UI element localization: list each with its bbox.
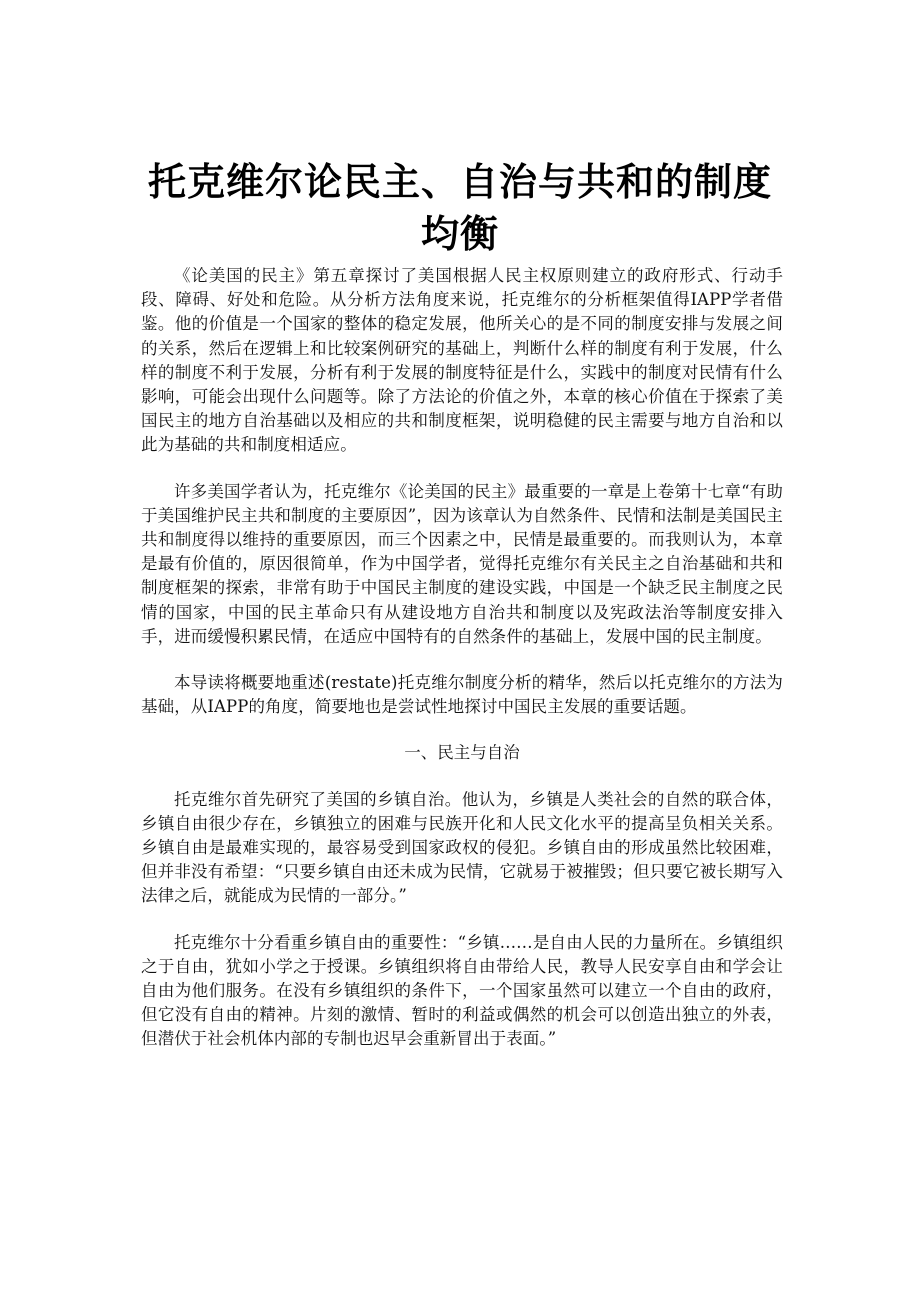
paragraph-1: 《论美国的民主》第五章探讨了美国根据人民主权原则建立的政府形式、行动手段、障碍、好处和危险。从分析方法角度来说，托克维尔的分析框架值得IAPP学者借鉴。他的价值是一个国家的整体的稳定发展，他所关心的是不同的制度安排与发展之间的关系，然后在逻辑上和比较案例研究的基础上，判断什么样的制度有利于发展，什么样的制度不利于发展，分析有利于发展的制度特征是什么，实践中的制度对民情有什么影响，可能会出现什么问题等。除了方法论的价值之外，本章的核心价值在于探索了美国民主的地方自治基础以及相应的共和制度框架，说明稳健的民主需要与地方自治和以此为基础的共和制度相适应。	[141, 266, 783, 455]
document-title: 托克维尔论民主、自治与共和的制度均衡	[147, 160, 772, 256]
paragraph-2: 许多美国学者认为，托克维尔《论美国的民主》最重要的一章是上卷第十七章“有助于美国维护民主共和制度的主要原因”，因为该章认为自然条件、民情和法制是美国民主共和制度得以维持的重要原因，而三个因素之中，民情是最重要的。而我则认为，本章是最有价值的，原因很简单，作为中国学者，觉得托克维尔有关民主之自治基础和共和制度框架的探索，非常有助于中国民主制度的建设实践，中国是一个缺乏民主制度之民情的国家，中国的民主革命只有从建设地方自治共和制度以及宪政法治等制度安排入手，进而缓慢积累民情，在适应中国特有的自然条件的基础上，发展中国的民主制度。	[141, 481, 783, 646]
section-heading: 一、民主与自治	[404, 743, 520, 763]
section-paragraph-1: 托克维尔首先研究了美国的乡镇自治。他认为，乡镇是人类社会的自然的联合体，乡镇自由很少存在，乡镇独立的困难与民族开化和人民文化水平的提高呈负相关关系。乡镇自由是最难实现的，最容易受到国家政权的侵犯。乡镇自由的形成虽然比较困难，但并非没有希望：“只要乡镇自由还未成为民情，它就易于被摧毁；但只要它被长期写入法律之后，就能成为民情的一部分。”	[141, 789, 783, 906]
section-paragraph-2: 托克维尔十分看重乡镇自由的重要性：“乡镇……是自由人民的力量所在。乡镇组织之于自由，犹如小学之于授课。乡镇组织将自由带给人民，教导人民安享自由和学会让自由为他们服务。在没有乡镇组织的条件下，一个国家虽然可以建立一个自由的政府，但它没有自由的精神。片刻的激情、暂时的利益或偶然的机会可以创造出独立的外表，但潜伏于社会机体内部的专制也迟早会重新冒出于表面。”	[141, 932, 783, 1049]
document-body	[141, 264, 783, 1074]
paragraph-3: 本导读将概要地重述(restate)托克维尔制度分析的精华，然后以托克维尔的方法为基础，从IAPP的角度，简要地也是尝试性地探讨中国民主发展的重要话题。	[141, 673, 783, 717]
